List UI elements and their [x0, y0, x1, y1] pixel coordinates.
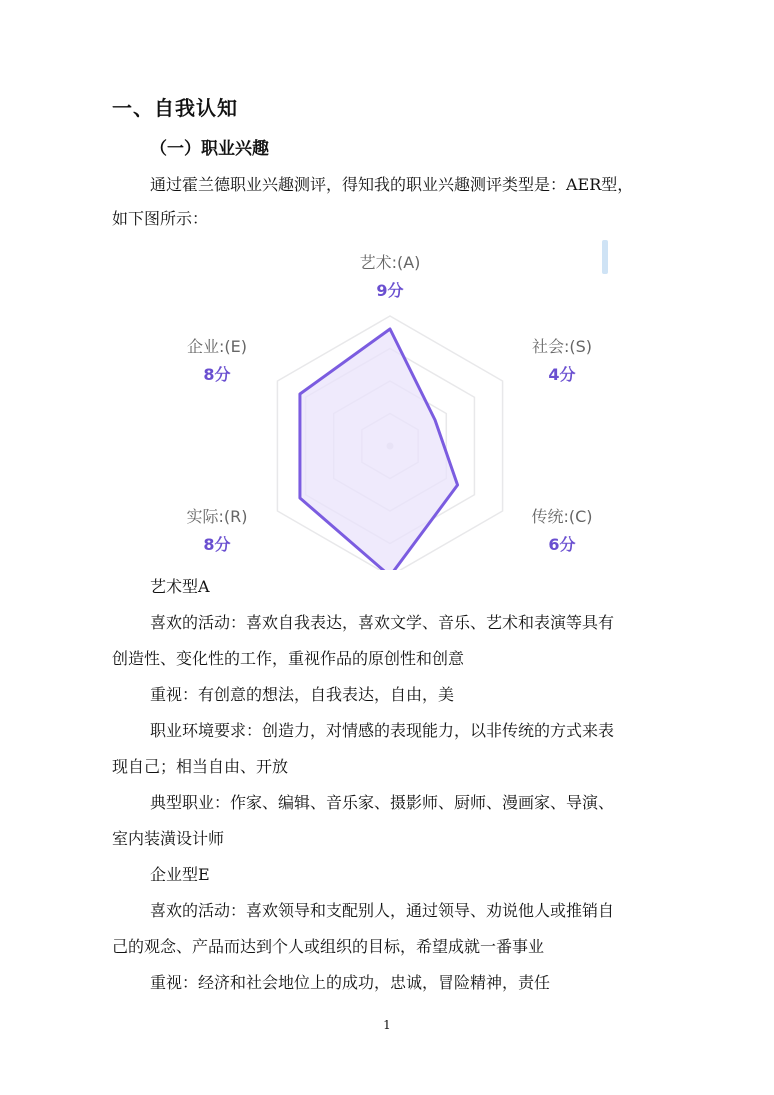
art-activities-line-1: 喜欢的活动：喜欢自我表达，喜欢文学、音乐、艺术和表演等具有: [150, 613, 615, 632]
axis-score-1: 4分: [548, 365, 576, 384]
art-env-line-2: 现自己；相当自由、开放: [112, 757, 289, 776]
axis-label-2: 传统:(C): [531, 507, 593, 526]
intro-line-1: 通过霍兰德职业兴趣测评，得知我的职业兴趣测评类型是：AER型，: [150, 175, 634, 194]
art-activities-line-2: 创造性、变化性的工作，重视作品的原创性和创意: [112, 649, 465, 668]
axis-label-4: 实际:(R): [186, 507, 248, 526]
image-edge-decoration: [602, 240, 608, 274]
intro-line-2: 如下图所示：: [112, 209, 209, 228]
enterprise-type-title: 企业型E: [150, 865, 210, 884]
axis-label-1: 社会:(S): [531, 337, 593, 356]
axis-score-5: 8分: [203, 365, 231, 384]
axis-score-4: 8分: [203, 535, 231, 554]
enterprise-activities-line-2: 己的观念、产品而达到个人或组织的目标，希望成就一番事业: [112, 937, 545, 956]
art-env-line-1: 职业环境要求：创造力，对情感的表现能力，以非传统的方式来表: [150, 721, 615, 740]
art-type-title: 艺术型A: [150, 577, 210, 596]
radar-chart: [160, 238, 612, 570]
score-polygon: [300, 329, 458, 570]
axis-label-5: 企业:(E): [187, 337, 247, 356]
section-heading: 一、自我认知: [112, 96, 238, 120]
page-number: 1: [383, 1018, 391, 1032]
axis-score-0: 9分: [376, 281, 404, 300]
axis-label-0: 艺术:(A): [359, 253, 421, 272]
art-jobs-line-2: 室内装潢设计师: [112, 829, 225, 848]
enterprise-values: 重视：经济和社会地位上的成功，忠诚，冒险精神，责任: [150, 973, 551, 992]
art-jobs-line-1: 典型职业：作家、编辑、音乐家、摄影师、厨师、漫画家、导演、: [150, 793, 615, 812]
art-values: 重视：有创意的想法，自我表达，自由，美: [150, 685, 455, 704]
axis-score-2: 6分: [548, 535, 576, 554]
subsection-heading: （一）职业兴趣: [150, 139, 269, 159]
enterprise-activities-line-1: 喜欢的活动：喜欢领导和支配别人，通过领导、劝说他人或推销自: [150, 901, 615, 920]
radar-chart-svg: [160, 238, 612, 570]
